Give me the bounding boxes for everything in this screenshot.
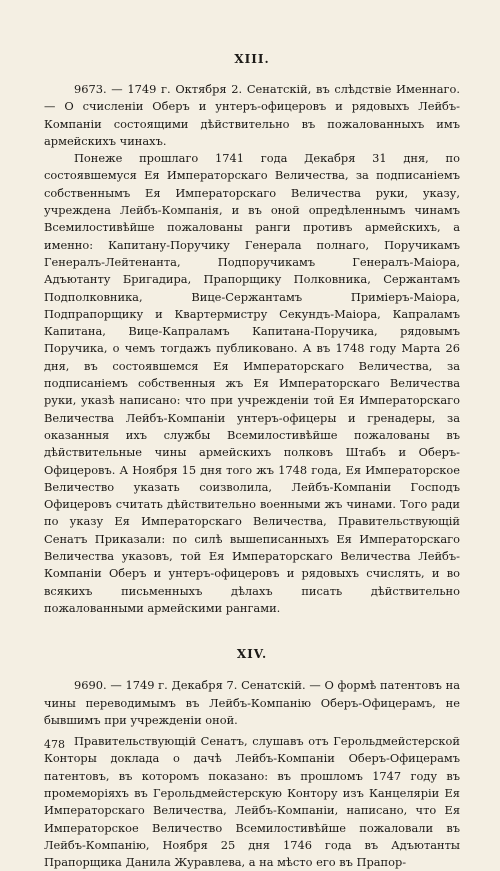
- page-number: 478: [44, 738, 65, 751]
- section-xiv: [44, 647, 460, 871]
- section-heading: XIV.: [236, 647, 268, 662]
- section-heading: XIII.: [234, 52, 270, 66]
- section-xiii: [44, 52, 460, 617]
- entry-body: Понеже прошлаго 1741 года Декабря 31 дня, по состоявшемуся Ея Императорскаго Величества, за подписаніемъ собственнымъ Ея Императорскаго Величества руки, указу, учреждена Лейбъ-Компанія, и въ оной опредѣленнымъ чинамъ Всемилостивѣйше пожалованы ранги противъ армейскихъ, а именно: Капитану-Поручику Генерала полнаго, Поручикамъ Генералъ-Лейтенанта, Подпоручикамъ Генералъ-Маіора, Адъютанту Бригадира, Прапорщику Полковника, Сержантамъ Подполковника, Вице-Сержантамъ Приміеръ-Маіора, Подпрапорщику и Квартермистру Секундъ-Маіора, Капраламъ Капитана, Вице-Капраламъ Капитана-Поручика, рядовымъ Поручика, о чемъ тогдажъ публиковано. А въ 1748 году Марта 26 дня, въ состоявшемся Ея Императорскаго Величества, за подписаніемъ собственныя жъ Ея Императорскаго Величества руки, указѣ написано: что при учрежденіи той Ея Императорскаго Величества Лейбъ-Компаніи унтеръ-офицеры и гренадеры, за оказанныя ихъ службы Всемилостивѣйше пожалованы въ дѣйствительные чины армейскихъ полковъ Штабъ и Оберъ-Офицеровъ. А Ноября 15 дня того жъ 1748 года, Ея Императорское Величество указать соизволила, Лейбъ-Компаніи Господъ Офицеровъ считать дѣйствительно военными жъ чинами. Того ради по указу Ея Императорскаго Величества, Правительствующій Сенатъ Приказали: по силѣ вышеписанныхъ Ея Императорскаго Величества указовъ, той Ея Императорскаго Величества Лейбъ-Компаніи Оберъ и унтеръ-офицеровъ и рядовыхъ счислять, и во всякихъ письменныхъ дѣлахъ писать дѣйствительно пожалованными армейскими рангами.: [44, 151, 460, 615]
- entry-title: 9673. — 1749 г. Октября 2. Сенатскій, въ слѣдствіе Именнаго. — О счисленіи Оберъ и унтеръ-офицеровъ и рядовыхъ Лейбъ-Компаніи состоящими дѣйствительно въ пожалованныхъ имъ армейскихъ чинахъ.: [44, 82, 460, 148]
- entry-title: 9690. — 1749 г. Декабря 7. Сенатскій. — О формѣ патентовъ на чины переводимымъ въ Лейбъ-Компанію Оберъ-Офицерамъ, не бывшимъ при учрежденіи оной.: [44, 678, 460, 727]
- entry-body: Правительствующій Сенатъ, слушавъ отъ Герольдмейстерской Конторы доклада о дачѣ Лейбъ-Компаніи Оберъ-Офицерамъ патентовъ, въ которомъ показано: въ прошломъ 1747 году въ промеморіяхъ въ Герольдмейстерскую Контору изъ Канцеляріи Ея Императорскаго Величества, Лейбъ-Компаніи, написано, что Ея Императорское Величество Всемилостивѣйше пожаловали въ Лейбъ-Компанію, Ноября 25 дня 1746 года въ Адъютанты Прапорщика Данила Журавлева, а на мѣсто его въ Прапор-: [44, 734, 460, 870]
